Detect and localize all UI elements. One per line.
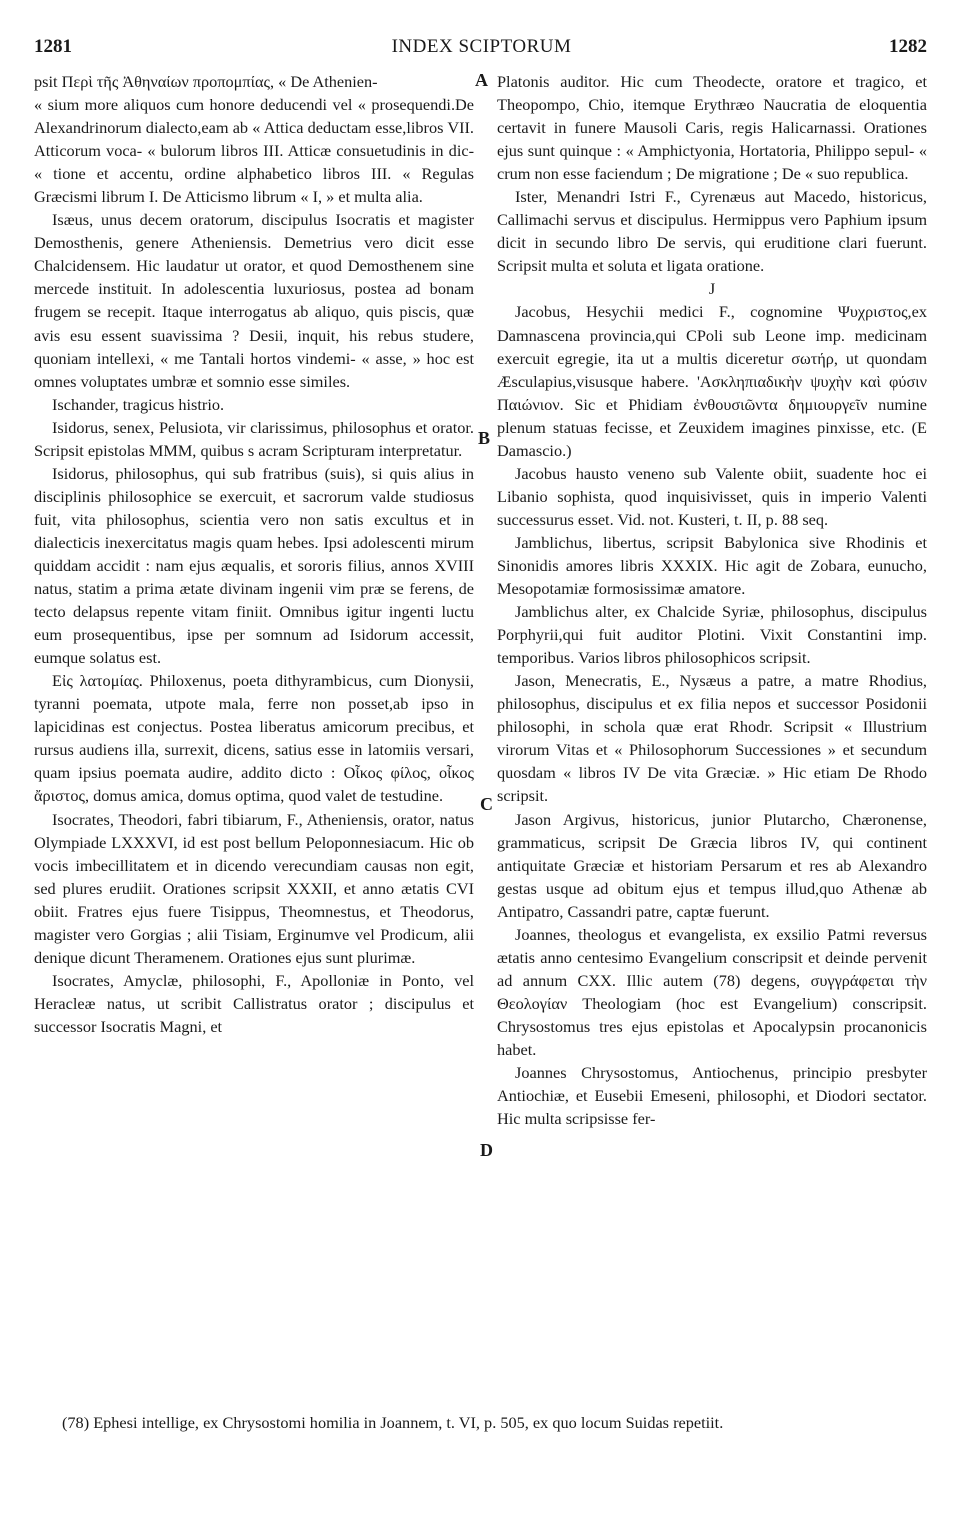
running-title: INDEX SCIPTORUM — [391, 36, 572, 57]
margin-marker-b: B — [478, 428, 491, 448]
left-paragraph: Isæus, unus decem oratorum, discipulus Isocratis et magister Demosthenis, genere Atheniensis. Demetrius vero dicit esse Chalcidensem. Hic laudatur ut orator, et quod Demosthenem sine mercede instituit. In adolescentia luxuriosus, postea ad bonam frugem se recepit. Itaque interrogatus ab aliquo, quis piscis, quæ avis esu essent suavissima ? Desii, inquit, his rebus studere, quoniam intellexi, « me Tantali hortos vindemi- « asse, » hoc est omnes voluptates umbræ et somnio esse similes. — [34, 210, 474, 391]
footnote-text: (78) Ephesi intellige, ex Chrysostomi homilia in Joannem, t. VI, p. 505, ex quo locum Suidas repetiit. — [62, 1413, 724, 1432]
right-paragraph: Jamblichus alter, ex Chalcide Syriæ, philosophus, discipulus Porphyrii,qui fuit auditor Plotini. Vixit Constantini imp. temporibus. Varios libros philosophicos scripsit. — [497, 602, 927, 668]
right-paragraph: Jamblichus, libertus, scripsit Babylonica sive Rhodinis et Sinonidis amores libris XXXIX. Hic agit de Zobara, eunucho, Mesopotamiæ formosissimæ amatore. — [497, 532, 927, 599]
section-letter: J — [708, 279, 716, 299]
right-paragraph: Jason Argivus, historicus, junior Plutarcho, Chæronense, grammaticus, scripsit De Græcia libros IV, qui continent antiquitate Græciæ et historiam Persarum et res ab Alexandro gestas usque ad obitum ejus et tempus illud,quo Athenæ ab Antipatro, Cassandri patre, captæ fuerunt. — [497, 809, 927, 921]
margin-marker-d: D — [480, 1140, 493, 1160]
footnote — [34, 1412, 929, 1433]
page-header — [0, 36, 963, 62]
margin-marker-c: C — [480, 794, 493, 814]
right-paragraph: Jacobus, Hesychii medici F., cognomine Ψυχριστος,ex Damnascena provincia,qui CPoli sub Leone imp. medicinam exercuit egregie, ita ut a multis diceretur σωτήρ, ut quondam Æsculapius,visusque habere. 'Ασκληπιαδικὴν ψυχὴν καὶ φύσιν Παιώνιον. Sic et Phidiam ἐνθουσιῶντα δημιουργεῖν numine plenum statuas fecisse, et Zeuxidem imagines pinxisse, etc. (E Damascio.) — [497, 302, 927, 460]
right-paragraph: Jacobus hausto veneno sub Valente obiit, suadente hoc ei Libanio sophista, quod inquisivisset, quis in imperio Valenti successurus esset. Vid. not. Kusteri, t. II, p. 88 seq. — [497, 463, 927, 529]
right-paragraph: Platonis auditor. Hic cum Theodecte, oratore et tragico, et Theopompo, Chio, itemque Erythræo Naucratia de eloquentia certavit in funere Mausoli Caris, regis Halicarnassi. Orationes ejus sunt quinque : « Amphictyonia, Hortatoria, Philippo sepul- « crum non esse faciendum ; De migratione ; De « suo republica. — [497, 72, 927, 184]
right-paragraph: Joannes Chrysostomus, Antiochenus, principio presbyter Antiochiæ, et Eusebii Emeseni, philosophi, et Diodori sectator. Hic multa scripsisse fer- — [497, 1063, 927, 1129]
left-paragraph: psit Περὶ τῆς Ἀθηναίων προπομπίας, « De Athenien- — [34, 72, 378, 91]
right-column — [497, 70, 927, 1130]
left-paragraph: Εἰς λατομίας. Philoxenus, poeta dithyrambicus, cum Dionysii, tyranni poemata, utpote mala, ferre non posset,ab ipso in lapicidinas est conjectus. Postea liberatus amicorum precibus, et rursus audiens illa, surrexit, dicens, satius esse in latomiis versari, quam ipsius poemata audire, addito dicto : Οἶκος φίλος, οἶκος ἄριστος, domus amica, domus optima, quod valet de testudine. — [34, 671, 474, 806]
right-page-number: 1282 — [889, 36, 927, 57]
left-paragraph: Ischander, tragicus histrio. — [52, 394, 225, 414]
margin-marker-a: A — [475, 70, 488, 90]
left-paragraph: Isidorus, philosophus, qui sub fratribus (suis), si quis alius in disciplinis philosophice se exercuit, et sacrorum valde studiosus fuit, vita philosophus, scientia vero non satis excultus et in dialecticis inexercitatus magis quam hebes. Ipsi adolescenti mirum quiddam accidit : nam ejus æqualis, et sororis filius, annos XVIII natus, statim a prima ætate divinam ingenii vim præ se ferens, de tecto delapsus repente vitam finiit. Omnibus igitur ingenti luctu eum prosequentibus, ipse per somnum ad Isidorum accessit, eumque solatus est. — [34, 463, 474, 668]
left-paragraph: « sium more aliquos cum honore deducendi vel « prosequendi.De Alexandrinorum dialecto,eam ab « Attica deductam esse,libros VII. Atticorum voca- « bulorum libros III. Atticæ consuetudinis in dic- « tione et accentu, ordine alphabetico libros III. « Regulas Græcismi librum I. De Atticismo librum « I, » et multa alia. — [34, 95, 474, 207]
left-paragraph: Isocrates, Amyclæ, philosophi, F., Apolloniæ in Ponto, vel Heracleæ natus, ut scribit Callistratus orator ; discipulus et successor Isocratis Magni, et — [34, 970, 474, 1036]
left-paragraph: Isidorus, senex, Pelusiota, vir clarissimus, philosophus et orator. Scripsit epistolas MMM, quibus s acram Scripturam interpretatur. — [34, 417, 474, 460]
right-paragraph: Ister, Menandri Istri F., Cyrenæus aut Macedo, historicus, Callimachi servus et discipulus. Hermippus vero Paphium ipsum dicit in secundo libro De servis, qui eruditione clari fuerunt. Scripsit multa et soluta et ligata oratione. — [497, 187, 927, 276]
right-paragraph: Joannes, theologus et evangelista, ex exsilio Patmi reversus ætatis anno centesimo Evangelium conscripsit et deinde pervenit ad annum CXX. Illic autem (78) degens, συγγράφεται τὴν Θεολογίαν Theologiam (hoc est Evangelium) conscripsit. Chrysostomus tres ejus epistolas et Apocalypsin procanonicis habet. — [497, 924, 927, 1059]
left-column — [34, 70, 474, 1038]
right-paragraph: Jason, Menecratis, E., Nysæus a patre, a matre Rhodius, philosophus, discipulus et ex filia nepos et successor Posidonii philosophi, in schola quæ erat Rhodr. Scripsit « Illustrium virorum Vitas et « Philosophorum Successiones » et secundum quosdam « libros IV De vita Græciæ. » Hic etiam De Rhodo scripsit. — [497, 671, 927, 806]
left-page-number: 1281 — [34, 36, 72, 57]
left-paragraph: Isocrates, Theodori, fabri tibiarum, F., Atheniensis, orator, natus Olympiade LXXXVI, id est post bellum Peloponnesiacum. Hic ob vocis imbecillitatem et in dicendo verecundiam causas non egit, sed plures erudiit. Orationes scripsit XXXII, et anno ætatis CVI obiit. Fratres ejus fuere Tisippus, Theomnestus, et Theodorus, magister vero Gorgias ; alii Tisiam, Erginumve vel Prodicum, alii denique dicunt Theramenem. Orationes ejus sunt plurimæ. — [34, 809, 474, 967]
